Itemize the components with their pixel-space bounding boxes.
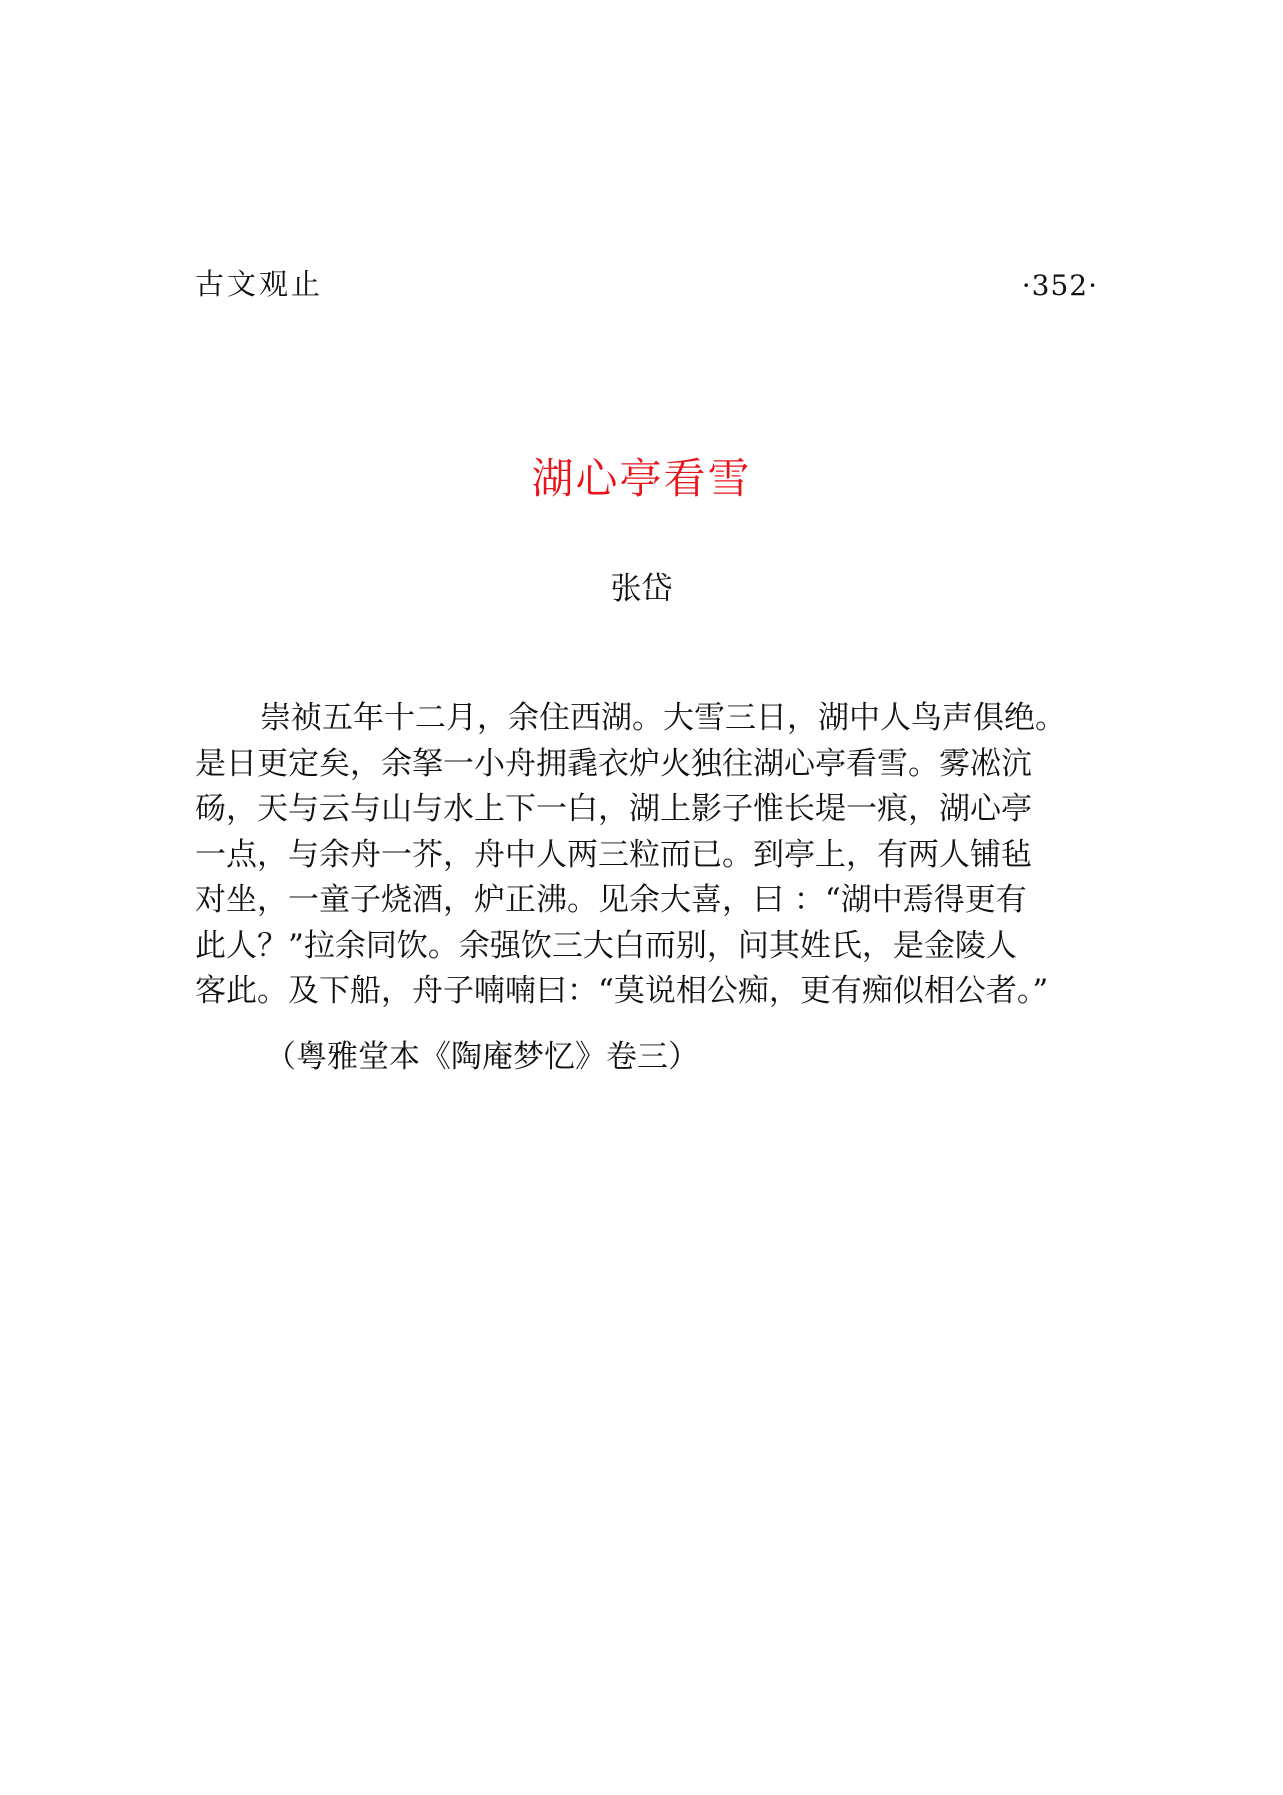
body-line: 砀，天与云与山与水上下一白，湖上影子惟长堤一痕，湖心亭 xyxy=(195,791,1032,827)
body-line: 崇祯五年十二月，余住西湖。大雪三日，湖中人鸟声俱绝。 xyxy=(260,700,1066,736)
body-line: 客此。及下船，舟子喃喃曰：“莫说相公痴，更有痴似相公者。” xyxy=(195,973,1049,1009)
running-header-book-title: 古文观止 xyxy=(195,267,324,301)
body-line: 此人？”拉余同饮。余强饮三大白而别，问其姓氏，是金陵人 xyxy=(195,927,1017,964)
article-body xyxy=(195,696,1115,1015)
page-number: ·352· xyxy=(1021,269,1098,302)
article-author: 张岱 xyxy=(610,571,673,607)
body-line: 是日更定矣，余拏一小舟拥毳衣炉火独往湖心亭看雪。雾凇沆 xyxy=(195,745,1032,782)
article-title: 湖心亭看雪 xyxy=(531,454,752,503)
source-citation: （粤雅堂本《陶庵梦忆》卷三） xyxy=(265,1039,699,1075)
body-line: 对坐，一童子烧酒，炉正沸。见余大喜，曰 ：“湖中焉得更有 xyxy=(195,882,1027,918)
body-line: 一点，与余舟一芥，舟中人两三粒而已。到亭上，有两人铺毡 xyxy=(195,836,1032,873)
